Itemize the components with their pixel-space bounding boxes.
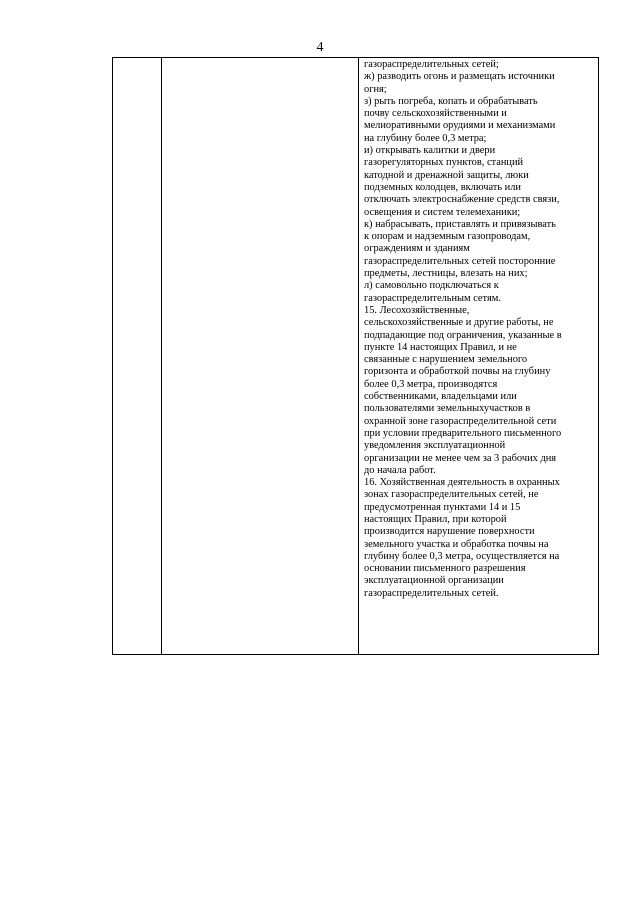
content-text — [364, 59, 594, 600]
content-line: зонах газораспределительных сетей, не — [364, 489, 539, 501]
content-line: катодной и дренажной защиты, люки — [364, 169, 529, 181]
content-line: ограждениям и зданиям — [364, 243, 470, 255]
content-line: и) открывать калитки и двери — [364, 145, 496, 157]
content-line: сельскохозяйственные и другие работы, не — [364, 317, 554, 329]
content-line: 16. Хозяйственная деятельность в охранных — [364, 477, 560, 489]
content-line: л) самовольно подключаться к — [364, 280, 499, 292]
content-line: з) рыть погреба, копать и обрабатывать — [364, 95, 538, 107]
content-line: газораспределительных сетей посторонние — [364, 255, 556, 267]
content-line: горизонта и обработкой почвы на глубину — [364, 366, 551, 378]
content-line: более 0,3 метра, производятся — [364, 378, 498, 390]
content-line: газорегуляторных пунктов, станций — [364, 157, 524, 169]
content-line: связанные с нарушением земельного — [364, 354, 528, 366]
table-cell-number — [113, 58, 162, 655]
content-line: настоящих Правил, при которой — [364, 513, 507, 525]
table-cell-content — [359, 58, 599, 655]
content-line: отключать электроснабжение средств связи, — [364, 194, 560, 206]
content-line: ж) разводить огонь и размещать источники — [364, 71, 555, 83]
table-cell-title — [162, 58, 359, 655]
content-line: уведомления эксплуатационной — [364, 440, 506, 452]
content-line: подпадающие под ограничения, указанные в — [364, 329, 562, 341]
content-line: пункте 14 настоящих Правил, и не — [364, 341, 517, 353]
content-line: освещения и систем телемеханики; — [364, 206, 521, 218]
content-line: мелиоративными орудиями и механизмами — [364, 120, 556, 132]
content-line: при условии предварительного письменного — [364, 427, 562, 439]
content-line: производится нарушение поверхности — [364, 526, 535, 538]
content-line: предметы, лестницы, влезать на них; — [364, 268, 528, 280]
table-row — [113, 58, 599, 655]
content-line: глубину более 0,3 метра, осуществляется на — [364, 550, 560, 562]
content-line: к опорам и надземным газопроводам, — [364, 231, 531, 243]
content-line: основании письменного разрешения — [364, 563, 526, 575]
content-line: земельного участка и обработка почвы на — [364, 538, 549, 550]
content-line: газораспределительных сетей. — [364, 587, 499, 599]
content-line: пользователями земельныхучастков в — [364, 403, 531, 415]
page-number: 4 — [316, 40, 324, 55]
content-line: огня; — [364, 83, 387, 95]
content-line: собственниками, владельцами или — [364, 391, 517, 403]
content-line: газораспределительных сетей; — [364, 59, 499, 70]
content-line: почву сельскохозяйственными и — [364, 108, 507, 120]
content-line: до начала работ. — [364, 464, 436, 476]
content-line: предусмотренная пунктами 14 и 15 — [364, 501, 521, 513]
content-line: к) набрасывать, приставлять и привязывать — [364, 218, 556, 230]
content-line: охранной зоне газораспределительной сети — [364, 415, 557, 427]
content-line: на глубину более 0,3 метра; — [364, 132, 487, 144]
content-line: организации не менее чем за 3 рабочих дня — [364, 452, 557, 464]
regulations-table — [112, 57, 599, 655]
content-line: газораспределительным сетям. — [364, 292, 501, 304]
content-line: эксплуатационной организации — [364, 575, 504, 587]
content-line: подземных колодцев, включать или — [364, 181, 521, 193]
content-line: 15. Лесохозяйственные, — [364, 304, 470, 316]
